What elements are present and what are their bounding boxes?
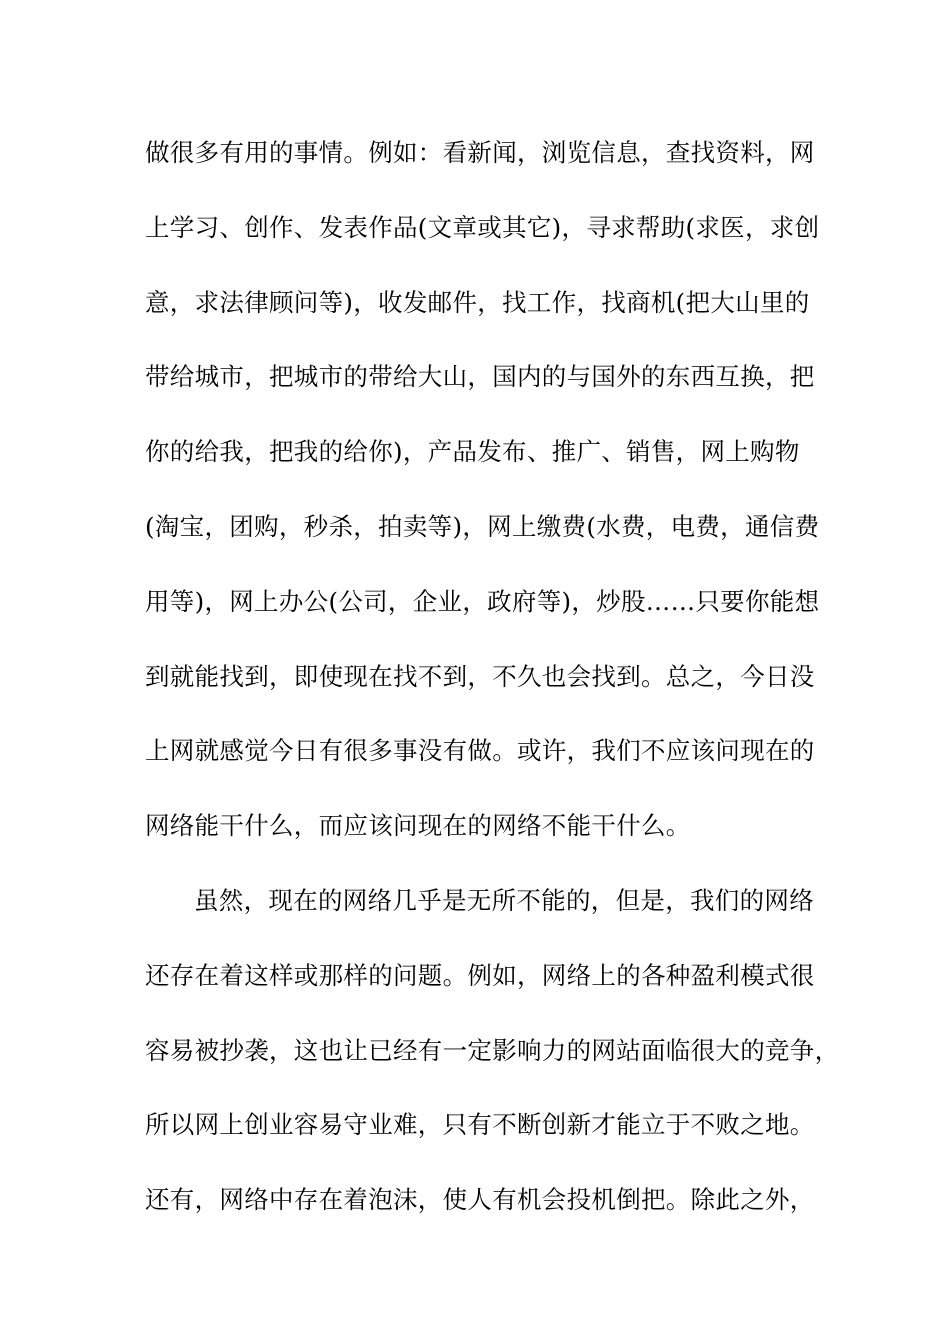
text-line: 带给城市，把城市的带给大山，国内的与国外的东西互换，把 — [145, 362, 815, 392]
text-line: 上网就感觉今日有很多事没有做。或许，我们不应该问现在的 — [145, 736, 815, 766]
text-line: 意，求法律顾问等)，收发邮件，找工作，找商机(把大山里的 — [145, 287, 810, 317]
text-line: 容易被抄袭，这也让已经有一定影响力的网站面临很大的竞争， — [145, 1035, 840, 1065]
text-line: 还有，网络中存在着泡沫，使人有机会投机倒把。除此之外， — [145, 1185, 815, 1215]
text-line: 上学习、创作、发表作品(文章或其它)，寻求帮助(求医，求创 — [145, 212, 820, 242]
text-line: 到就能找到，即使现在找不到，不久也会找到。总之，今日没 — [145, 661, 815, 691]
document-body — [145, 126, 840, 1248]
text-line: 用等)，网上办公(公司，企业，政府等)，炒股……只要你能想 — [145, 586, 820, 616]
paragraph-start-line: 虽然，现在的网络几乎是无所不能的，但是，我们的网络 — [194, 885, 814, 915]
text-line: 网络能干什么，而应该问现在的网络不能干什么。 — [145, 811, 691, 841]
text-line: (淘宝，团购，秒杀，拍卖等)，网上缴费(水费，电费，通信费 — [145, 511, 820, 541]
text-line: 你的给我，把我的给你)，产品发布、推广、销售，网上购物 — [145, 437, 800, 467]
text-line: 所以网上创业容易守业难，只有不断创新才能立于不败之地。 — [145, 1110, 815, 1140]
text-line: 做很多有用的事情。例如：看新闻，浏览信息，查找资料，网 — [145, 138, 815, 167]
text-line: 还存在着这样或那样的问题。例如，网络上的各种盈利模式很 — [145, 960, 815, 990]
